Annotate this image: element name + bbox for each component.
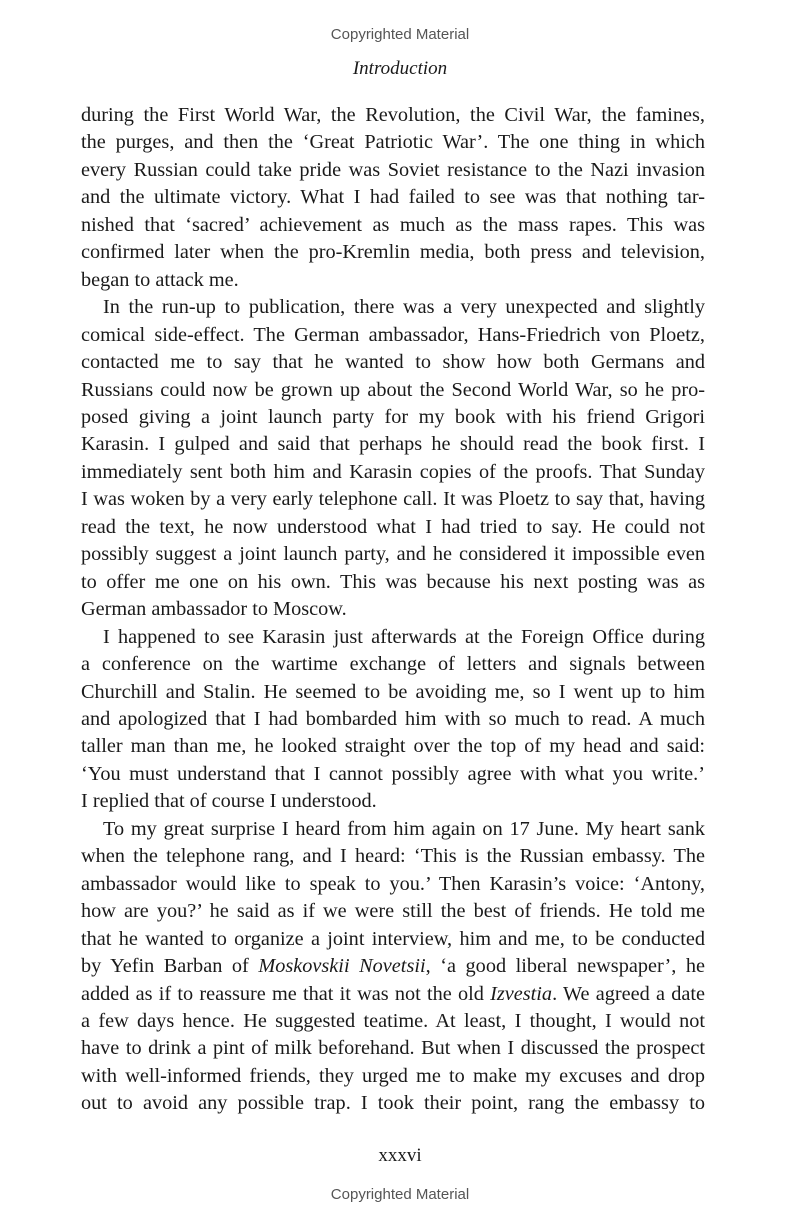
text-line: read the text, he now understood what I had tried to say. He could not: [81, 515, 705, 538]
text-line: I was woken by a very early telephone call. It was Ploetz to say that, having: [81, 488, 705, 511]
text-line: when the telephone rang, and I heard: ‘This is the Russian embassy. The: [81, 845, 705, 868]
text-line: by Yefin Barban of Moskovskii Novetsii, ‘a good liberal newspaper’, he: [81, 955, 705, 978]
text-line: possibly suggest a joint launch party, and he considered it impossible even: [81, 543, 705, 566]
text-line: with well-informed friends, they urged me to make my excuses and drop: [81, 1064, 705, 1087]
text-line: Russians could now be grown up about the Second World War, so he pro-: [81, 378, 705, 401]
text-line: posed giving a joint launch party for my book with his friend Grigori: [81, 405, 705, 428]
text-line: To my great surprise I heard from him again on 17 June. My heart sank: [103, 817, 705, 840]
publication-title: Izvestia: [490, 982, 553, 1005]
publication-title: Moskovskii Novetsii: [258, 955, 426, 978]
text-line: Karasin. I gulped and said that perhaps he should read the book first. I: [81, 433, 705, 456]
text-line: confirmed later when the pro-Kremlin media, both press and television,: [81, 241, 705, 264]
text-line: In the run-up to publication, there was a very unexpected and slightly: [103, 296, 705, 319]
text-line: ambassador would like to speak to you.’ Then Karasin’s voice: ‘Antony,: [81, 872, 705, 895]
text-line: a few days hence. He suggested teatime. At least, I thought, I would not: [81, 1009, 705, 1032]
text-line: ‘You must understand that I cannot possibly agree with what you write.’: [81, 762, 705, 785]
text-line: out to avoid any possible trap. I took their point, rang the embassy to: [81, 1092, 705, 1115]
text-line: contacted me to say that he wanted to show how both Germans and: [81, 351, 705, 374]
text-line: and the ultimate victory. What I had failed to see was that nothing tar-: [81, 186, 705, 209]
text-line: have to drink a pint of milk beforehand. But when I discussed the prospect: [81, 1037, 705, 1060]
body-text: [81, 102, 705, 1118]
text-line: Churchill and Stalin. He seemed to be avoiding me, so I went up to him: [81, 680, 705, 703]
text-line: during the First World War, the Revolution, the Civil War, the famines,: [81, 104, 705, 126]
page-number: xxxvi: [378, 1145, 422, 1166]
text-line: began to attack me.: [81, 268, 239, 291]
text-line: a conference on the wartime exchange of letters and signals between: [81, 653, 705, 676]
text-line: immediately sent both him and Karasin copies of the proofs. That Sunday: [81, 460, 705, 483]
text-line: and apologized that I had bombarded him with so much to read. A much: [81, 707, 705, 730]
text-line: to offer me one on his own. This was because his next posting was as: [81, 570, 705, 593]
text-line: German ambassador to Moscow.: [81, 598, 347, 621]
text-line: added as if to reassure me that it was not the old Izvestia. We agreed a date: [81, 982, 705, 1005]
text-line: every Russian could take pride was Soviet resistance to the Nazi invasion: [81, 158, 705, 181]
text-line: taller man than me, he looked straight over the top of my head and said:: [81, 735, 705, 758]
text-line: the purges, and then the ‘Great Patriotic War’. The one thing in which: [81, 131, 705, 154]
text-line: nished that ‘sacred’ achievement as much as the mass rapes. This was: [81, 213, 705, 236]
text-line: how are you?’ he said as if we were still the best of friends. He told me: [81, 900, 705, 923]
text-line: I happened to see Karasin just afterwards at the Foreign Office during: [103, 625, 705, 648]
copyright-watermark-bottom: Copyrighted Material: [330, 1186, 470, 1203]
text-line: that he wanted to organize a joint interview, him and me, to be conducted: [81, 927, 705, 950]
text-line: I replied that of course I understood.: [81, 790, 377, 813]
copyright-watermark-top: Copyrighted Material: [330, 26, 470, 43]
text-line: comical side-effect. The German ambassador, Hans-Friedrich von Ploetz,: [81, 323, 705, 346]
running-head: Introduction: [352, 58, 448, 79]
